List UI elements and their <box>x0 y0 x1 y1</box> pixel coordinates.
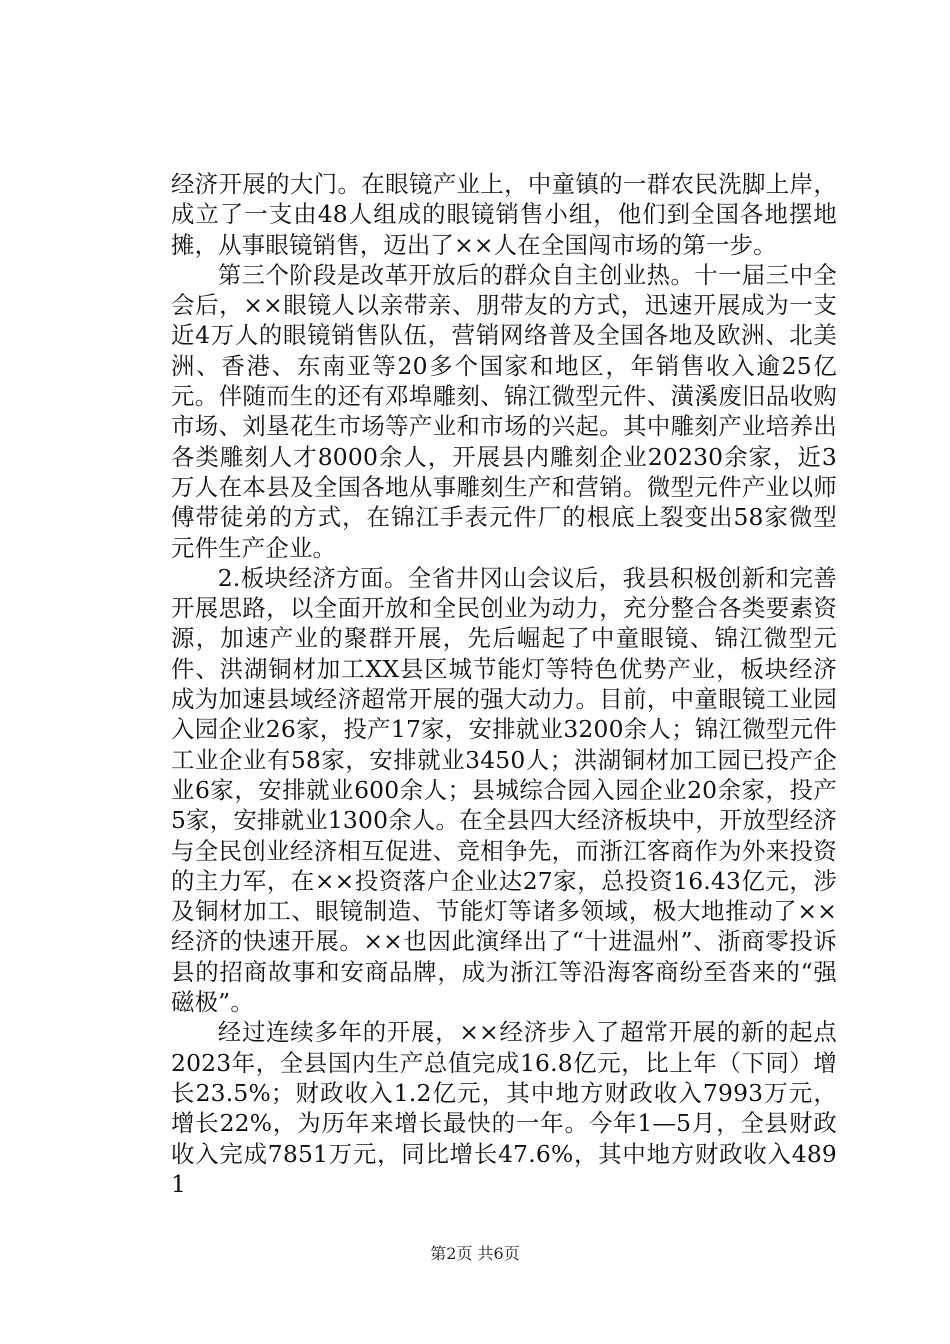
paragraph-3: 2.板块经济方面。全省井冈山会议后，我县积极创新和完善开展思路，以全面开放和全民创业为动力，充分整合各类要素资源，加速产业的聚群开展，先后崛起了中童眼镜、锦江微型元件、洪湖铜材加工XX县区城节能灯等特色优势产业，板块经济成为加速县域经济超常开展的强大动力。目前，中童眼镜工业园入园企业26家，投产17家，安排就业3200余人；锦江微型元件工业企业有58家，安排就业3450人；洪湖铜材加工园已投产企业6家，安排就业600余人；县城综合园入园企业20余家，投产5家，安排就业1300余人。在全县四大经济板块中，开放型经济与全民创业经济相互促进、竞相争先，而浙江客商作为外来投资的主力军，在××投资落户企业达27家，总投资16.43亿元，涉及铜材加工、眼镜制造、节能灯等诸多领域，极大地推动了××经济的快速开展。××也因此演绎出了“十进温州”、浙商零投诉县的招商故事和安商品牌，成为浙江等沿海客商纷至沓来的“强磁极”。 <box>171 563 837 1017</box>
paragraph-1: 经济开展的大门。在眼镜产业上，中童镇的一群农民洗脚上岸，成立了一支由48人组成的眼镜销售小组，他们到全国各地摆地摊，从事眼镜销售，迈出了××人在全国闯市场的第一步。 <box>171 170 837 259</box>
document-body <box>171 169 837 1199</box>
paragraph-2: 第三个阶段是改革开放后的群众自主创业热。十一届三中全会后，××眼镜人以亲带亲、朋带友的方式，迅速开展成为一支近4万人的眼镜销售队伍，营销网络普及全国各地及欧洲、北美洲、香港、东南亚等20多个国家和地区，年销售收入逾25亿元。伴随而生的还有邓埠雕刻、锦江微型元件、潢溪废旧品收购市场、刘垦花生市场等产业和市场的兴起。其中雕刻产业培养出各类雕刻人才8000余人，开展县内雕刻企业20230余家，近3万人在本县及全国各地从事雕刻生产和营销。微型元件产业以师傅带徒弟的方式，在锦江手表元件厂的根底上裂变出58家微型元件生产企业。 <box>171 260 837 562</box>
page-number-footer: 第2页 共6页 <box>430 1244 520 1263</box>
paragraph-4: 经过连续多年的开展，××经济步入了超常开展的新的起点2023年，全县国内生产总值完成16.8亿元，比上年（下同）增长23.5%；财政收入1.2亿元，其中地方财政收入7993万元，增长22%，为历年来增长最快的一年。今年1—5月，全县财政收入完成7851万元，同比增长47.6%，其中地方财政收入4891 <box>171 1018 837 1198</box>
